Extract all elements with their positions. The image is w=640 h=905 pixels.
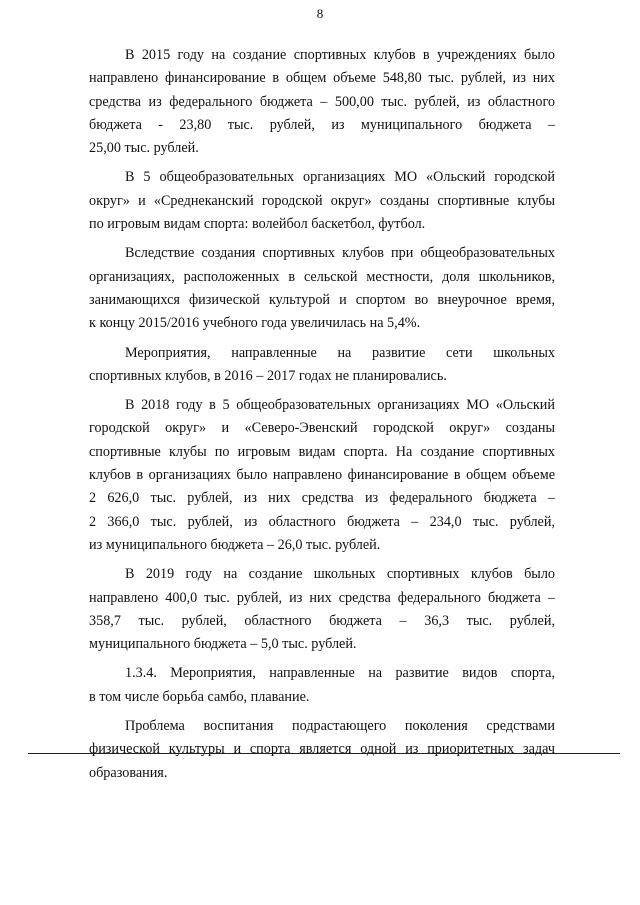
text-line: 2 626,0 тыс. рублей, из них средства из федерального бюджета – xyxy=(89,490,555,507)
text-line: округ» и «Среднеканский городской округ» созданы спортивные клубы xyxy=(89,192,555,209)
text-line: Мероприятия, направленные на развитие сети школьных xyxy=(125,344,555,361)
text-line: В 2018 году в 5 общеобразовательных организациях МО «Ольский xyxy=(125,397,555,414)
text-line: 358,7 тыс. рублей, областного бюджета – 36,3 тыс. рублей, xyxy=(89,612,555,629)
text-line: к концу 2015/2016 учебного года увеличилась на 5,4%. xyxy=(89,315,421,332)
paragraph-clubs-created xyxy=(89,166,555,236)
text-line: Вследствие создания спортивных клубов при общеобразовательных xyxy=(125,245,555,262)
text-line: городской округ» и «Северо-Эвенский городской округ» созданы xyxy=(89,420,555,437)
text-line: 1.3.4. Мероприятия, направленные на развитие видов спорта, xyxy=(125,665,555,682)
paragraph-2018-funding xyxy=(89,394,555,557)
paragraph-2019-funding xyxy=(89,563,555,656)
text-line: организациях, расположенных в сельской местности, доля школьников, xyxy=(89,268,555,285)
paragraph-section-1-3-4 xyxy=(89,662,555,709)
paragraph-2015-funding xyxy=(89,44,555,160)
paragraph-rural-share xyxy=(89,242,555,335)
text-line: В 2019 году на создание школьных спортивных клубов было xyxy=(125,566,555,583)
paragraph-2016-2017 xyxy=(89,342,555,389)
text-line: направлено финансирование в общем объеме 548,80 тыс. рублей, из них xyxy=(89,70,555,87)
text-line: занимающихся физической культурой и спортом во внеурочное время, xyxy=(89,291,555,308)
text-line: по игровым видам спорта: волейбол баскетбол, футбол. xyxy=(89,216,426,233)
text-line: в том числе борьба самбо, плавание. xyxy=(89,688,310,705)
page-number: 8 xyxy=(316,6,324,21)
text-line: 25,00 тыс. рублей. xyxy=(89,140,199,157)
text-line: Проблема воспитания подрастающего поколения средствами xyxy=(125,718,555,735)
text-line: муниципального бюджета – 5,0 тыс. рублей. xyxy=(89,636,357,653)
page-bottom-rule xyxy=(28,753,620,754)
text-line: спортивные клубы по игровым видам спорта. На создание спортивных xyxy=(89,443,555,460)
text-line: направлено 400,0 тыс. рублей, из них средства федерального бюджета – xyxy=(89,589,555,606)
text-line: В 5 общеобразовательных организациях МО «Ольский городской xyxy=(125,169,555,186)
text-line: образования. xyxy=(89,764,168,781)
text-line: бюджета - 23,80 тыс. рублей, из муниципального бюджета – xyxy=(89,116,555,133)
document-body xyxy=(89,44,555,785)
text-line: спортивных клубов, в 2016 – 2017 годах не планировались. xyxy=(89,367,447,384)
paragraph-education-problem xyxy=(89,715,555,785)
text-line: В 2015 году на создание спортивных клубов в учреждениях было xyxy=(125,47,555,63)
text-line: клубов в организациях было направлено финансирование в общем объеме xyxy=(89,467,555,484)
text-line: средства из федерального бюджета – 500,00 тыс. рублей, из областного xyxy=(89,93,555,110)
text-line: 2 366,0 тыс. рублей, из областного бюджета – 234,0 тыс. рублей, xyxy=(89,513,555,530)
text-line: из муниципального бюджета – 26,0 тыс. рублей. xyxy=(89,536,381,553)
text-line: физической культуры и спорта является одной из приоритетных задач xyxy=(89,741,555,758)
